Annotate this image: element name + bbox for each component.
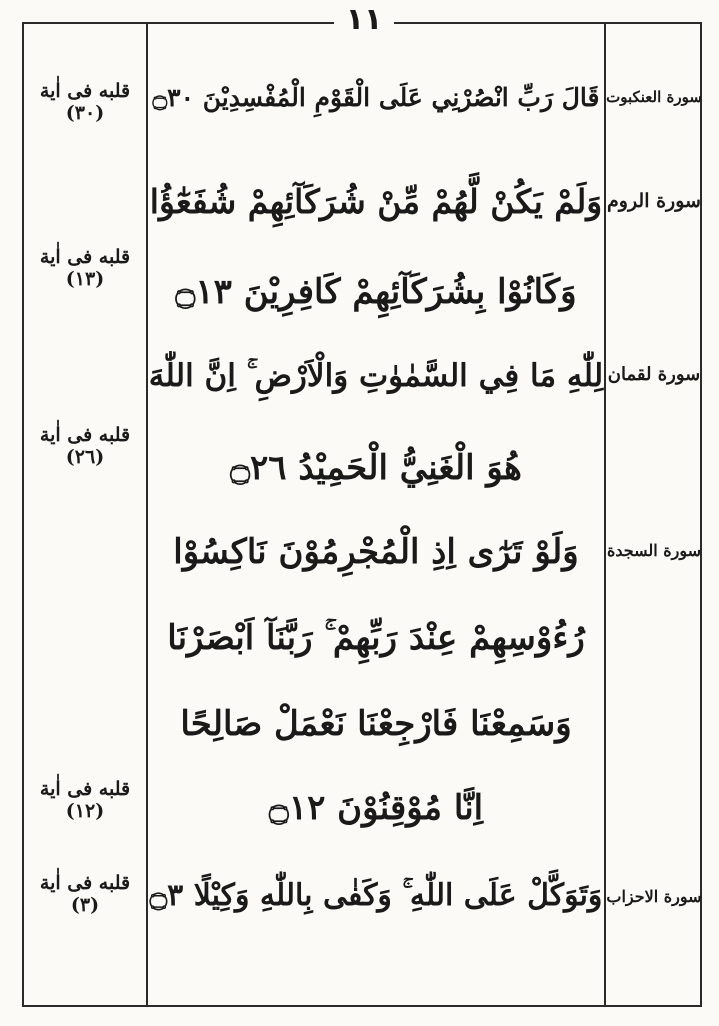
verse-line: وَلَمْ يَكُنْ لَّهُمْ مِّنْ شُرَكَآئِهِمْ شُفَعٰٓؤُا	[149, 182, 603, 221]
column-divider-right	[604, 22, 606, 1007]
page-frame	[22, 22, 702, 1007]
verse-line: لِلّٰهِ مَا فِي السَّمٰوٰتِ وَالْاَرْضِ ۚ اِنَّ اللّٰهَ	[148, 358, 604, 394]
page-number: ١١	[334, 2, 394, 38]
note-label: قلبه فی اٰیة	[39, 778, 131, 800]
note-verse-number: (١٢)	[65, 800, 105, 822]
note-verse-number: (١٣)	[65, 268, 105, 290]
verse-note	[24, 872, 146, 916]
verse-line: وَتَوَكَّلْ عَلَى اللّٰهِ ۚ وَكَفٰى بِاللّٰهِ وَكِيْلًا ۝٣	[149, 878, 603, 913]
surah-name: سورة الاحزاب	[606, 887, 702, 906]
note-verse-number: (٣)	[70, 894, 100, 916]
note-label: قلبه فی اٰیة	[39, 80, 131, 102]
surah-name: سورة الروم	[607, 190, 701, 212]
verse-line: اِنَّا مُوْقِنُوْنَ ۝١٢	[268, 788, 484, 828]
note-verse-number: (٣٠)	[65, 102, 105, 124]
note-verse-number: (٢٦)	[65, 446, 105, 468]
verse-note	[24, 80, 146, 124]
verse-line: رُءُوْسِهِمْ عِنْدَ رَبِّهِمْ ۚ رَبَّنَآ اَبْصَرْنَا	[167, 618, 585, 658]
note-label: قلبه فی اٰیة	[39, 424, 131, 446]
surah-name: سورة العنکبوت	[606, 88, 702, 106]
verse-note	[24, 778, 146, 822]
verse-line: وَكَانُوْا بِشُرَكَآئِهِمْ كَافِرِيْنَ ۝١٣	[175, 272, 577, 312]
note-label: قلبه فی اٰیة	[39, 246, 131, 268]
note-label: قلبه فی اٰیة	[39, 872, 131, 894]
surah-name: سورة لقمان	[607, 364, 701, 385]
verse-line: وَسَمِعْنَا فَارْجِعْنَا نَعْمَلْ صَالِحًا	[180, 704, 572, 744]
column-divider-left	[146, 22, 148, 1007]
verse-line: هُوَ الْغَنِيُّ الْحَمِيْدُ ۝٢٦	[230, 448, 522, 488]
verse-note	[24, 246, 146, 290]
verse-line: وَلَوْ تَرٰٓى اِذِ الْمُجْرِمُوْنَ نَاكِسُوْا	[173, 532, 579, 572]
verse-line: قَالَ رَبِّ انْصُرْنِي عَلَى الْقَوْمِ الْمُفْسِدِيْنَ ۝٣٠	[152, 83, 600, 112]
verse-note	[24, 424, 146, 468]
surah-name: سورة السجدة	[606, 541, 702, 560]
